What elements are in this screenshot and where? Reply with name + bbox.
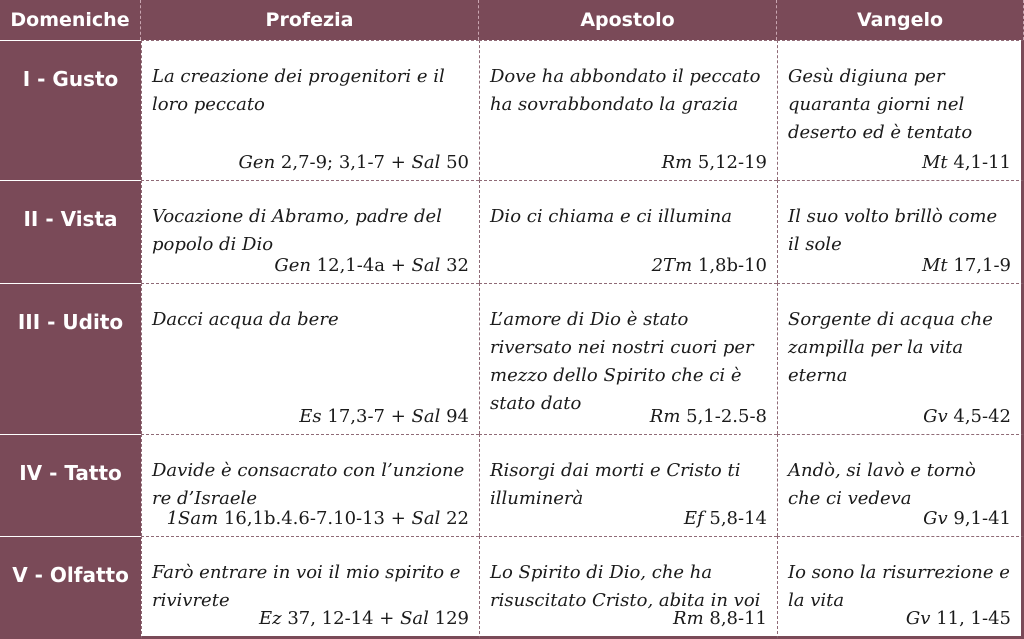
reading-ref: Rm 8,8-11 — [673, 608, 767, 629]
reading-ref: Gv 4,5-42 — [923, 406, 1011, 427]
reading-ref: 1Sam 16,1b.4.6-7.10-13 + Sal 22 — [166, 508, 469, 529]
row-label: IV - Tatto — [0, 434, 141, 536]
header-vangelo: Vangelo — [777, 0, 1024, 40]
reading-title: Dio ci chiama e ci illumina — [490, 206, 732, 227]
reading-ref: Gen 12,1-4a + Sal 32 — [274, 255, 469, 276]
vangelo-cell — [777, 40, 1024, 180]
reading-ref: 2Tm 1,8b-10 — [651, 255, 767, 276]
row-label: II - Vista — [0, 180, 141, 283]
row-label: V - Olfatto — [0, 536, 141, 639]
reading-ref: Gen 2,7-9; 3,1-7 + Sal 50 — [238, 152, 469, 173]
reading-ref: Mt 17,1-9 — [921, 255, 1011, 276]
header-apostolo: Apostolo — [479, 0, 777, 40]
reading-title: La creazione dei progenitori e il loro peccato — [152, 66, 445, 115]
reading-title: Il suo volto brillò come il sole — [788, 206, 998, 255]
reading-title: Dacci acqua da bere — [152, 309, 339, 330]
reading-title: Gesù digiuna per quaranta giorni nel deserto ed è tentato — [788, 66, 973, 143]
header-domeniche: Domeniche — [0, 0, 141, 40]
vangelo-cell — [777, 283, 1024, 434]
reading-ref: Ef 5,8-14 — [683, 508, 767, 529]
reading-title: Farò entrare in voi il mio spirito e rivivrete — [152, 562, 461, 611]
reading-title: Io sono la risurrezione e la vita — [788, 562, 1010, 611]
profezia-cell — [141, 434, 479, 536]
profezia-cell — [141, 536, 479, 639]
reading-title: Andò, si lavò e tornò che ci vedeva — [788, 460, 976, 509]
apostolo-cell — [479, 40, 777, 180]
vangelo-cell — [777, 180, 1024, 283]
apostolo-cell — [479, 283, 777, 434]
apostolo-cell — [479, 180, 777, 283]
profezia-cell — [141, 180, 479, 283]
reading-ref: Es 17,3-7 + Sal 94 — [299, 406, 469, 427]
reading-ref: Ez 37, 12-14 + Sal 129 — [258, 608, 469, 629]
reading-title: Sorgente di acqua che zampilla per la vita eterna — [788, 309, 993, 386]
vangelo-cell — [777, 434, 1024, 536]
reading-ref: Rm 5,12-19 — [661, 152, 767, 173]
header-profezia: Profezia — [141, 0, 479, 40]
reading-ref: Rm 5,1-2.5-8 — [649, 406, 767, 427]
reading-title: Dove ha abbondato il peccato ha sovrabbondato la grazia — [490, 66, 761, 115]
reading-title: L’amore di Dio è stato riversato nei nostri cuori per mezzo dello Spirito che ci è stato dato — [490, 309, 754, 414]
reading-title: Risorgi dai morti e Cristo ti illuminerà — [490, 460, 741, 509]
profezia-cell — [141, 283, 479, 434]
reading-ref: Gv 11, 1-45 — [905, 608, 1011, 629]
apostolo-cell — [479, 536, 777, 639]
row-label: I - Gusto — [0, 40, 141, 180]
vangelo-cell — [777, 536, 1024, 639]
reading-ref: Mt 4,1-11 — [921, 152, 1011, 173]
reading-ref: Gv 9,1-41 — [923, 508, 1011, 529]
apostolo-cell — [479, 434, 777, 536]
reading-title: Lo Spirito di Dio, che ha risuscitato Cristo, abita in voi — [490, 562, 761, 611]
reading-title: Davide è consacrato con l’unzione re d’Israele — [152, 460, 465, 509]
reading-title: Vocazione di Abramo, padre del popolo di Dio — [152, 206, 442, 255]
profezia-cell — [141, 40, 479, 180]
row-label: III - Udito — [0, 283, 141, 434]
